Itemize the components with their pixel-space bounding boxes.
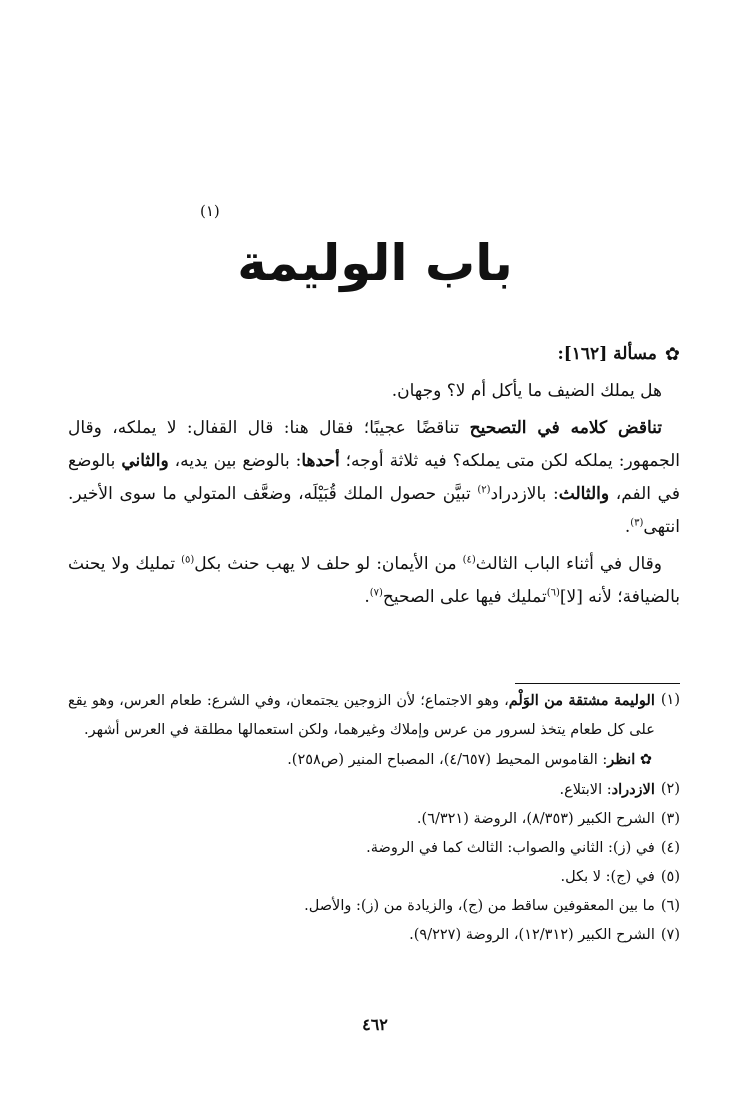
- footnote-1: [68, 686, 680, 745]
- bold-phrase: أحدها: [301, 451, 340, 471]
- footnote-6: [68, 892, 680, 921]
- footnote-text: الشرح الكبير (٨/٣٥٣)، الروضة (٦/٣٢١).: [416, 811, 655, 827]
- text-run: بالوضع في الفم،: [68, 451, 680, 504]
- text-run: تناقضًا عجيبًا؛ فقال هنا: قال القفال: لا يملكه، وقال الجمهور: يملكه لكن متى يملكه؟ فيه ثلاثة أوجه؛: [68, 418, 680, 471]
- footnote-number: (٧): [660, 927, 680, 943]
- footnote-ref[interactable]: (٥): [181, 554, 195, 566]
- text-run: ، وهو الاجتماع؛ لأن الزوجين يجتمعان، وفي الشرع: طعام العرس، وهو يقع على كل طعام يتخذ لسرور من عرس وإملاك وغيرهما، ولكن استعمالها مطلقة في العرس أشهر.: [68, 693, 655, 738]
- text-run: تمليك ولا يحنث بالضيافة؛ لأنه [لا]: [68, 554, 680, 607]
- footnote-text: ما بين المعقوفين ساقط من (ج)، والزيادة من (ز): والأصل.: [304, 898, 655, 914]
- footnote-ref[interactable]: (٤): [462, 554, 476, 566]
- footnote-ref[interactable]: (٦): [546, 587, 560, 599]
- footnote-number: (١): [660, 692, 680, 708]
- text-run: : القاموس المحيط (٤/٦٥٧)، المصباح المنير (ص٢٥٨).: [287, 752, 608, 768]
- main-text: [68, 338, 680, 614]
- bold-phrase: تناقض كلامه في التصحيح: [469, 418, 662, 438]
- footnote-4: [68, 834, 680, 863]
- footnote-divider: [515, 683, 680, 684]
- footnote-ref[interactable]: (٣): [630, 517, 644, 529]
- bold-phrase: والثاني: [121, 451, 169, 471]
- footnote-number: (٢): [660, 781, 680, 797]
- flower-ornament-icon: ✿: [639, 752, 652, 768]
- footnote-text: في (ز): الثاني والصواب: الثالث كما في الروضة.: [366, 840, 655, 856]
- footnote-5: [68, 863, 680, 892]
- footnote-text: الشرح الكبير (١٢/٣١٢)، الروضة (٩/٢٢٧).: [409, 927, 655, 943]
- text-run: وقال في أثناء الباب الثالث: [475, 554, 662, 574]
- question-label: مسألة [١٦٢]:: [557, 344, 657, 364]
- paragraph-oath: [68, 548, 680, 614]
- footnote-number: (٦): [660, 898, 680, 914]
- footnote-ref[interactable]: (٢): [477, 484, 491, 496]
- footnote-number: (٥): [660, 869, 680, 885]
- text-run: تبيَّن حصول الملك قُبَيْلَه، وضعَّف المتولي ما سوى الأخير. انتهى: [68, 484, 680, 537]
- text-run: : بالازدراد: [490, 484, 559, 504]
- text-run: : الابتلاع.: [559, 782, 612, 798]
- page-number: ٤٦٢: [362, 1015, 388, 1034]
- bold-phrase: الازدراد: [611, 781, 655, 798]
- bold-phrase: انظر: [607, 751, 636, 768]
- footnote-number: (٤): [660, 840, 680, 856]
- footnotes: [68, 686, 680, 950]
- chapter-heading: [0, 200, 750, 310]
- flower-ornament-icon: ✿: [664, 344, 680, 365]
- bold-phrase: الوليمة مشتقة من الوَلْم: [508, 692, 655, 709]
- question-heading: [68, 338, 680, 371]
- footnote-3: [68, 805, 680, 834]
- footnote-text: [68, 775, 655, 805]
- footnote-number: (٣): [660, 811, 680, 827]
- footnote-1-see: [68, 745, 680, 775]
- text-run: .: [624, 517, 631, 537]
- footnote-ref[interactable]: (٧): [369, 587, 383, 599]
- footnote-2: [68, 775, 680, 805]
- paragraph-question: هل يملك الضيف ما يأكل أم لا؟ وجهان.: [391, 381, 662, 401]
- footnote-text: [68, 686, 655, 745]
- text-run: من الأيمان: لو حلف لا يهب حنث بكل: [194, 554, 463, 574]
- text-run: : بالوضع بين يديه،: [168, 451, 302, 471]
- bold-phrase: والثالث: [558, 484, 610, 504]
- paragraph-contradiction: [68, 412, 680, 544]
- chapter-footnote-marker: (١): [200, 202, 220, 220]
- text-run: .: [364, 587, 370, 607]
- footnote-text: في (ج): لا بكل.: [560, 869, 655, 885]
- footnote-7: [68, 921, 680, 950]
- text-run: تمليك فيها على الصحيح: [382, 587, 547, 607]
- chapter-title: باب الوليمة: [237, 234, 513, 292]
